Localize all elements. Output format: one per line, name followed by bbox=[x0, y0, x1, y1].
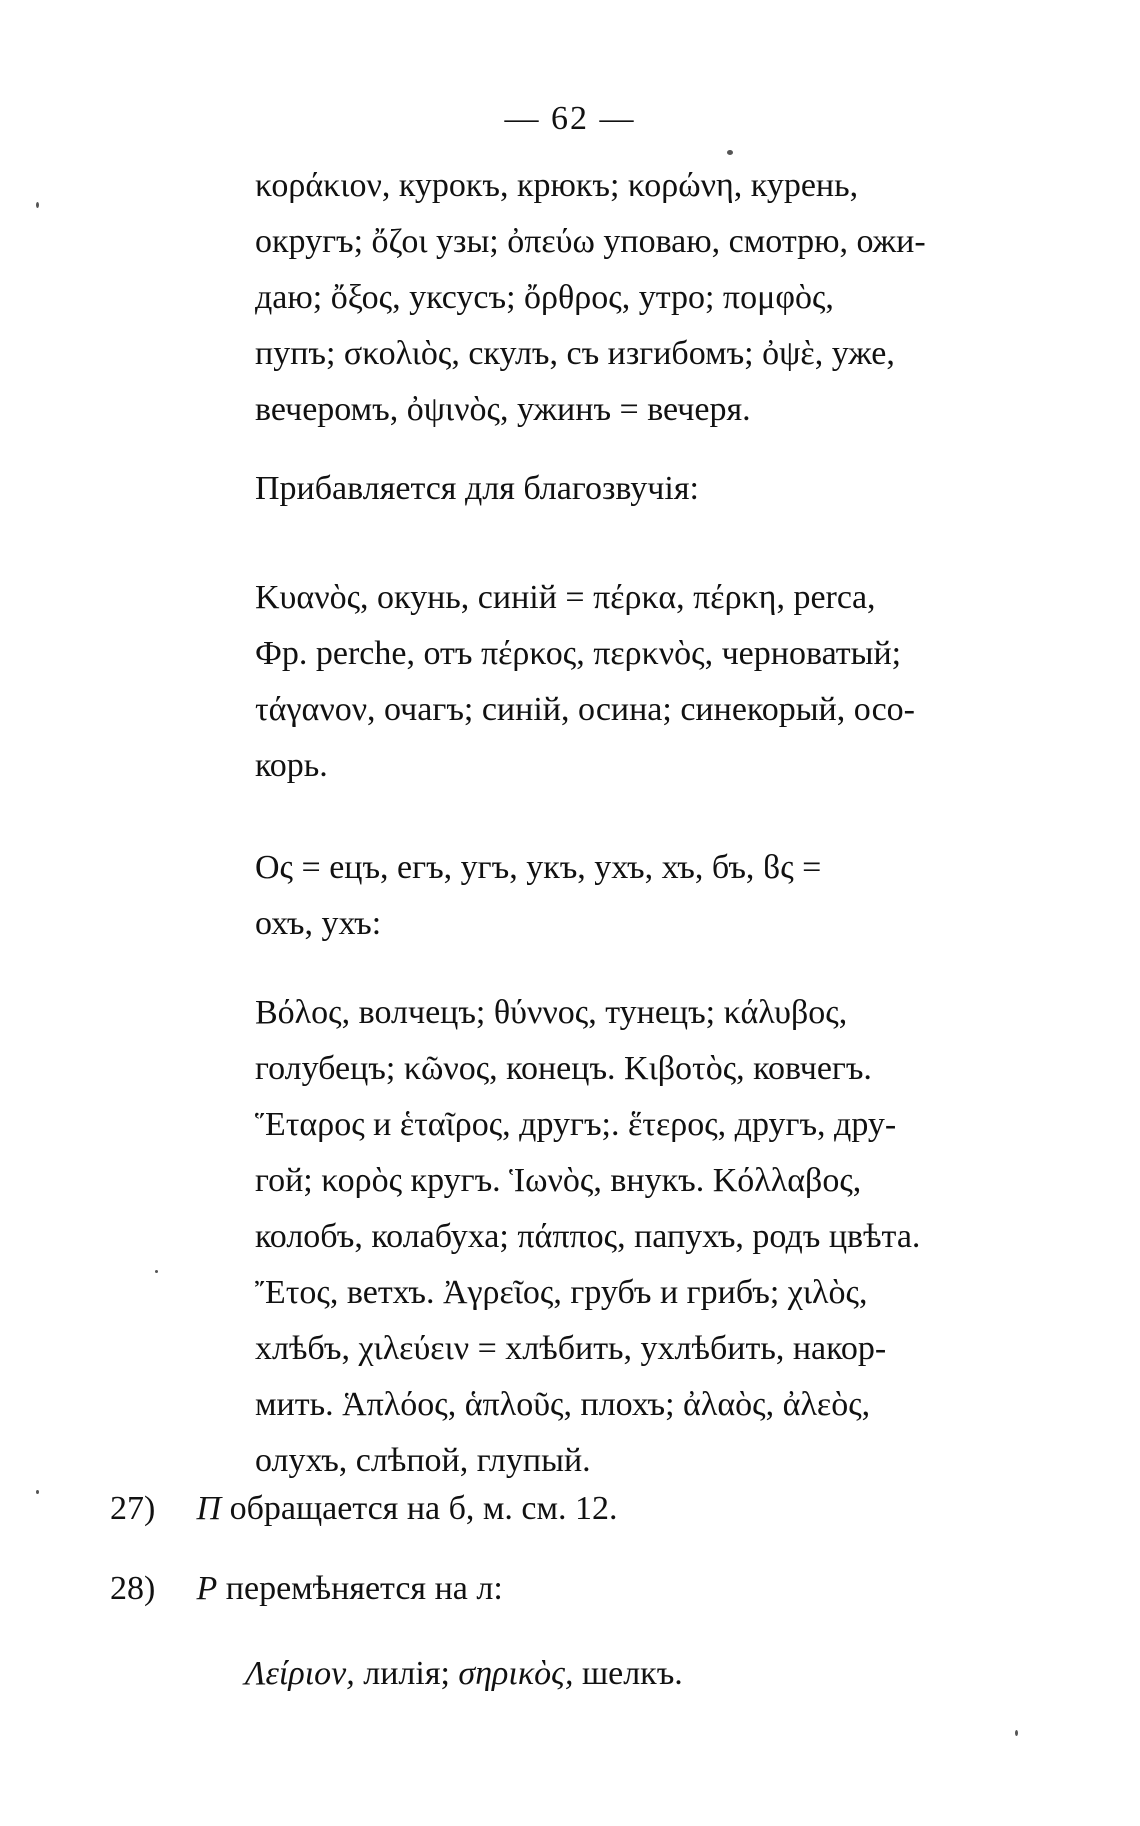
paragraph-suffix-examples bbox=[255, 985, 1125, 1489]
translation: шелкъ. bbox=[581, 1655, 683, 1692]
item-text: обращается на б, м. см. 12. bbox=[229, 1490, 618, 1527]
text-line: корь. bbox=[255, 747, 328, 784]
text-line: κοράκιον, курокъ, крюкъ; κορώνη, курень, bbox=[255, 167, 859, 204]
paragraph-suffix-rule bbox=[255, 840, 1125, 952]
text-line: мить. Ἁπλόος, ἁπλοῦς, плохъ; ἀλαὸς, ἀλεὸς, bbox=[255, 1386, 871, 1423]
text-line: пупъ; σκολιὸς, скулъ, съ изгибомъ; ὀψὲ, уже, bbox=[255, 335, 895, 372]
print-speck bbox=[36, 202, 39, 208]
paragraph-greek-words-1 bbox=[255, 158, 1125, 438]
text-line: Βόλος, волчецъ; θύννος, тунецъ; κάλυβος, bbox=[255, 994, 848, 1031]
numbered-item-28 bbox=[110, 1570, 503, 1608]
text-line: олухъ, слѣпой, глупый. bbox=[255, 1442, 591, 1479]
translation: лилія; bbox=[363, 1655, 450, 1692]
text-line: τάγανον, очагъ; синій, осина; синекорый, осо- bbox=[255, 691, 915, 728]
print-speck bbox=[1015, 1730, 1018, 1736]
item-number: 27) bbox=[110, 1490, 156, 1527]
text-line: даю; ὄξος, уксусъ; ὄρθρος, утро; πομφὸς, bbox=[255, 279, 834, 316]
text-line: Ἕταρος и ἑταῖρος, другъ;. ἕτερος, другъ, дру- bbox=[255, 1106, 897, 1143]
text-line: Ἔτος, ветхъ. Ἀγρεῖος, грубъ и грибъ; χιλὸς, bbox=[255, 1274, 868, 1311]
text-line: колобъ, колабуха; πάππος, папухъ, родъ цвѣта. bbox=[255, 1218, 921, 1255]
print-speck bbox=[155, 1270, 158, 1273]
item-28-example bbox=[245, 1655, 683, 1693]
numbered-item-27 bbox=[110, 1490, 618, 1528]
text-line: Κυανὸς, окунь, синій = πέρκα, πέρκη, perca, bbox=[255, 579, 876, 616]
item-number: 28) bbox=[110, 1570, 156, 1607]
item-text: перемѣняется на л: bbox=[225, 1570, 503, 1607]
item-letter: Π bbox=[196, 1490, 222, 1527]
greek-word: σηρικὸς, bbox=[458, 1655, 574, 1692]
text-line: гой; κορὸς кругъ. Ἱωνὸς, внукъ. Κόλλαβος, bbox=[255, 1162, 862, 1199]
print-speck bbox=[36, 1490, 39, 1494]
text-line: Ος = ецъ, егъ, угъ, укъ, ухъ, хъ, бъ, ϐς = bbox=[255, 849, 822, 886]
paragraph-greek-words-2 bbox=[255, 570, 1125, 794]
text-line: охъ, ухъ: bbox=[255, 905, 382, 942]
greek-word: Λείριον, bbox=[245, 1655, 355, 1692]
text-line: хлѣбъ, χιλεύειν = хлѣбить, ухлѣбить, накор- bbox=[255, 1330, 887, 1367]
text-line: округъ; ὄζοι узы; ὀπεύω уповаю, смотрю, ожи- bbox=[255, 223, 926, 260]
text-line: голубецъ; κῶνος, конецъ. Κιβοτὸς, ковчегъ. bbox=[255, 1050, 872, 1087]
text-line: Фр. perche, отъ πέρκος, περκνὸς, черноватый; bbox=[255, 635, 902, 672]
section-heading: Прибавляется для благозвучія: bbox=[255, 470, 699, 507]
print-speck bbox=[727, 150, 733, 155]
page-number: — 62 — bbox=[504, 100, 636, 137]
item-letter: Ρ bbox=[196, 1570, 218, 1607]
text-line: вечеромъ, ὀψινὸς, ужинъ = вечеря. bbox=[255, 391, 751, 428]
